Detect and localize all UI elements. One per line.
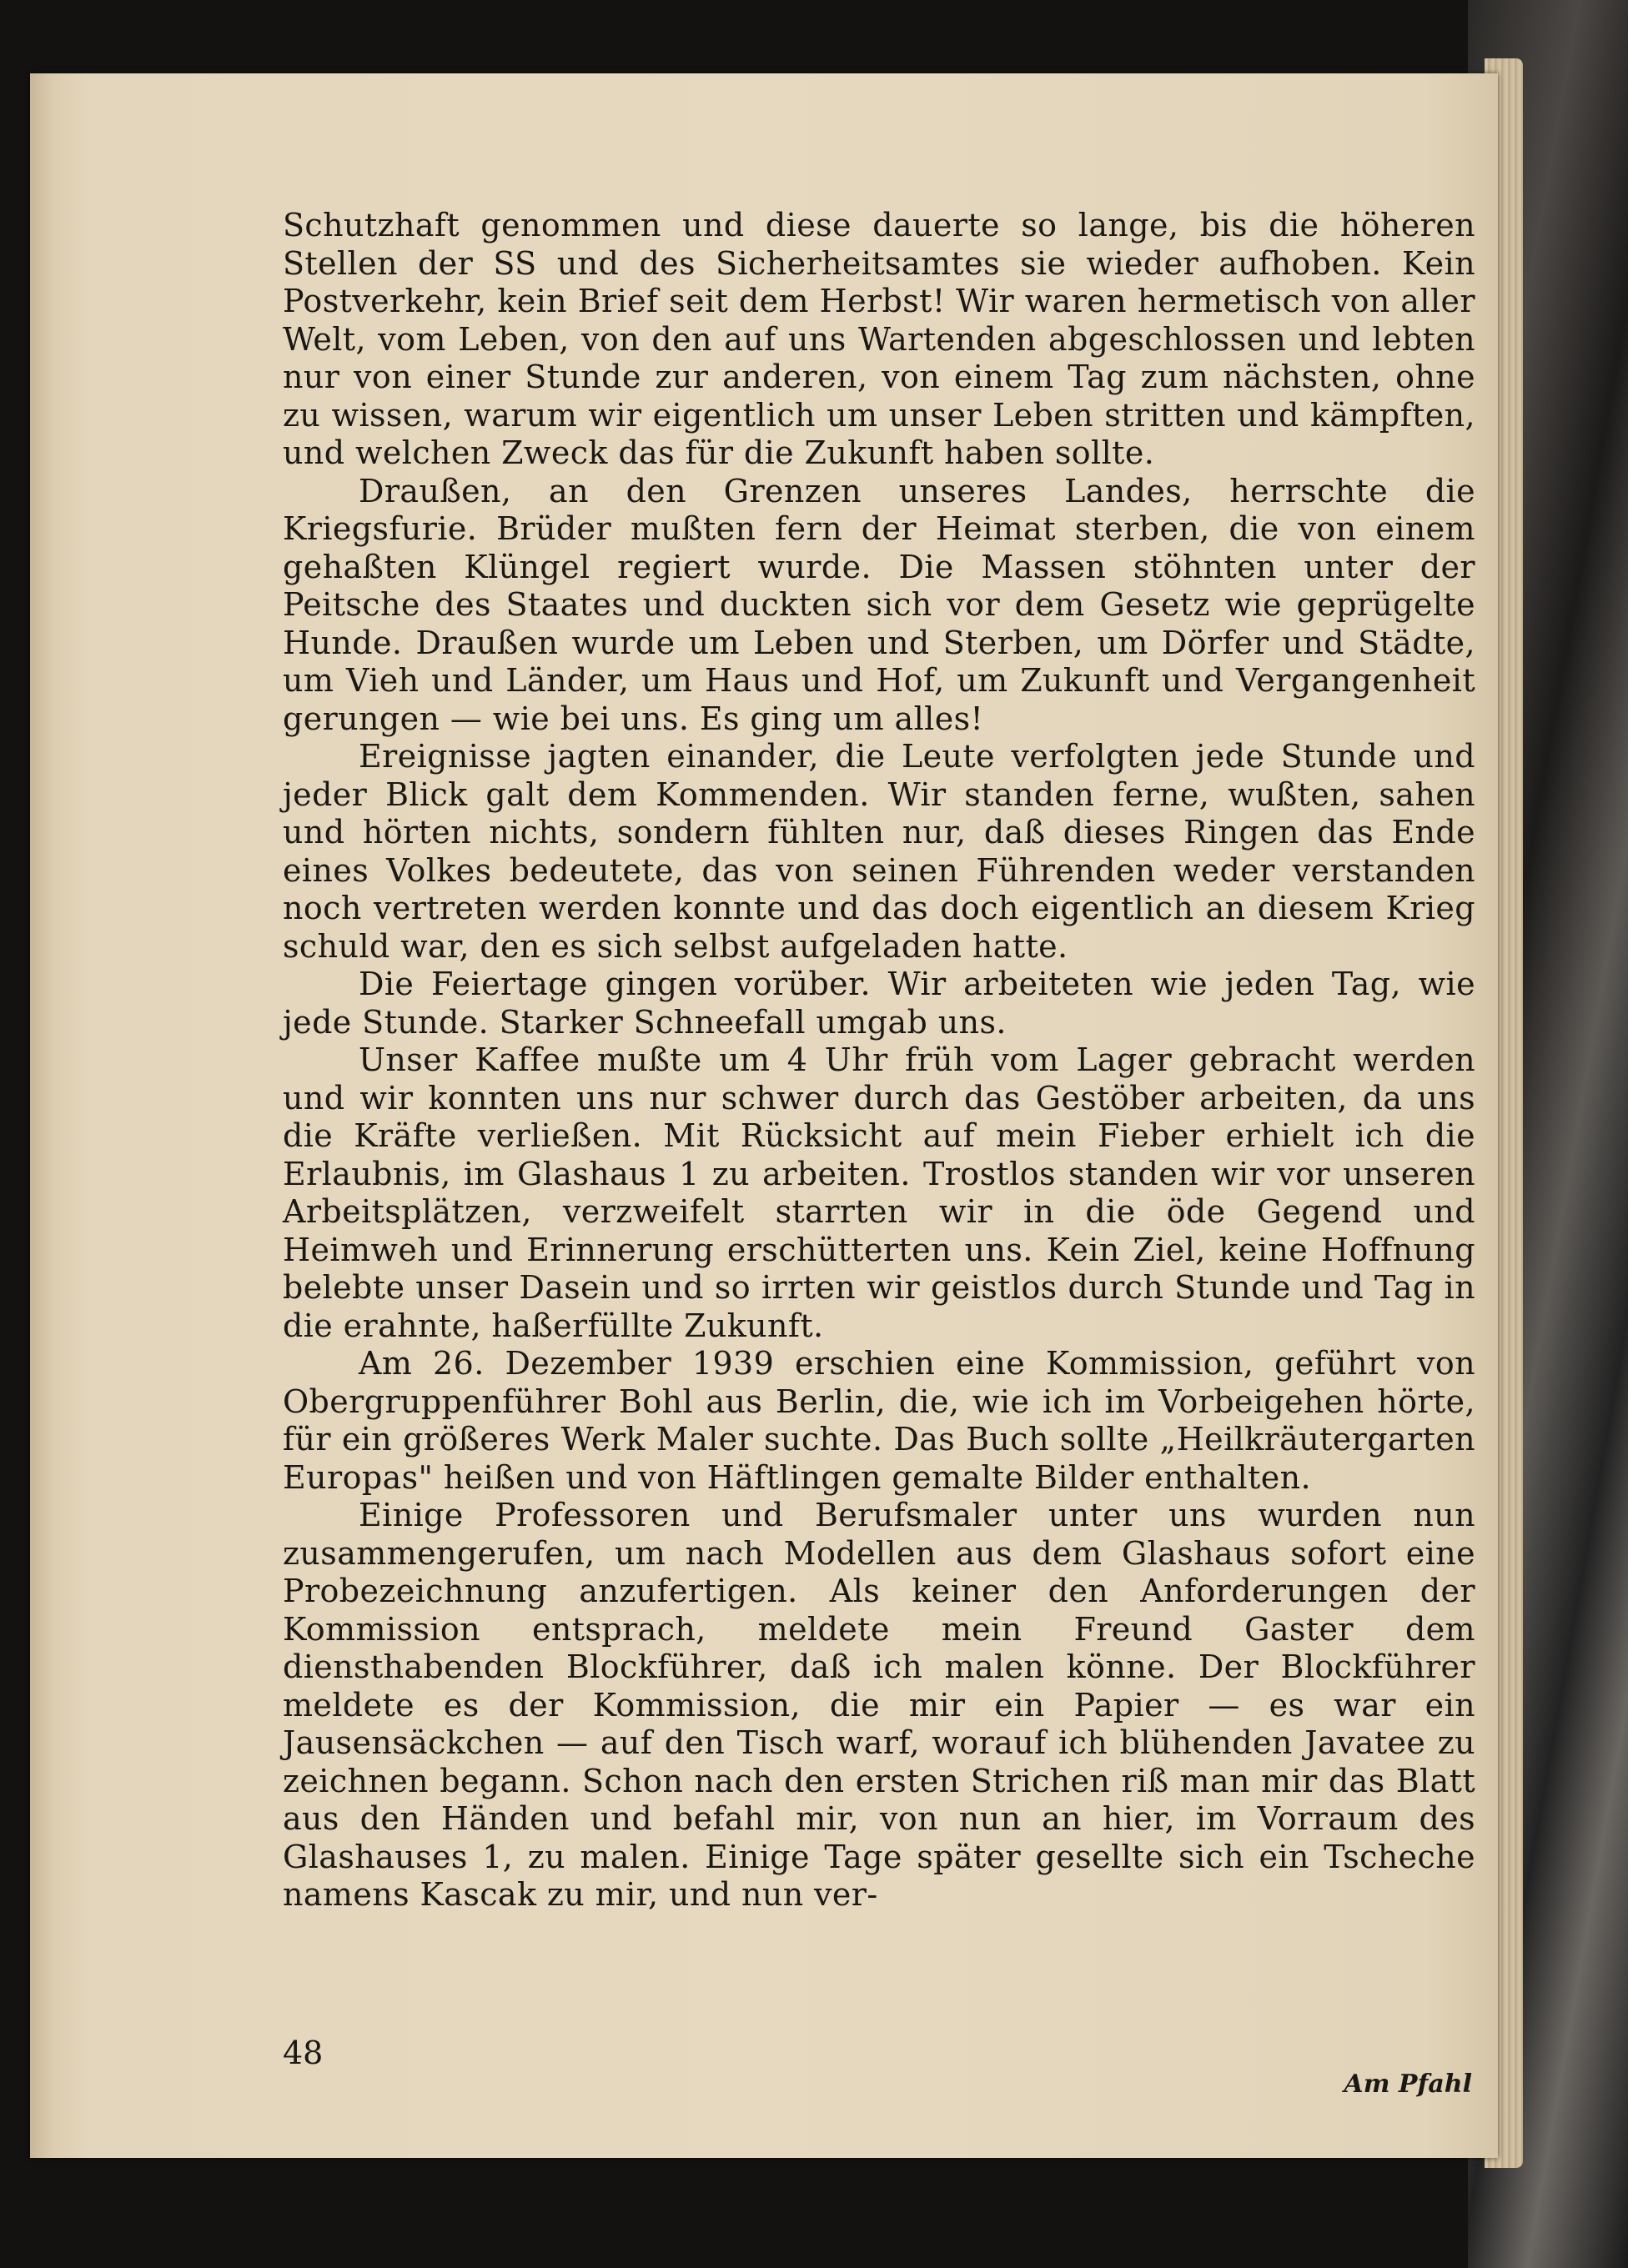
paragraph: Unser Kaffee mußte um 4 Uhr früh vom Lager gebracht werden und wir konnten uns nur schwer durch das Gestöber arbeiten, da uns die Kräfte verließen. Mit Rücksicht auf mein Fieber erhielt ich die Erlaubnis, im Glashaus 1 zu arbeiten. Trostlos standen wir vor unseren Arbeitsplätzen, verzweifelt starrten wir in die öde Gegend und Heimweh und Erinnerung erschütterten uns. Kein Ziel, keine Hoffnung belebte unser Dasein und so irrten wir geistlos durch Stunde und Tag in die erahnte, haßerfüllte Zukunft. — [283, 1041, 1475, 1344]
paragraph: Schutzhaft genommen und diese dauerte so lange, bis die höheren Stellen der SS und des Sicherheitsamtes sie wieder aufhoben. Kein Postverkehr, kein Brief seit dem Herbst! Wir waren hermetisch von aller Welt, vom Leben, von den auf uns Wartenden abgeschlossen und lebten nur von einer Stunde zur anderen, von einem Tag zum nächsten, ohne zu wissen, warum wir eigentlich um unser Leben stritten und kämpften, und welchen Zweck das für die Zukunft haben sollte. — [283, 207, 1475, 471]
paragraph: Einige Professoren und Berufsmaler unter uns wurden nun zusammengerufen, um nach Modellen aus dem Glashaus sofort eine Probezeichnung anzufertigen. Als keiner den Anforderungen der Kommission entsprach, meldete mein Freund Gaster dem diensthabenden Blockführer, daß ich malen könne. Der Blockführer meldete es der Kommission, die mir ein Papier — es war ein Jausensäckchen — auf den Tisch warf, worauf ich blühenden Javatee zu zeichnen begann. Schon nach den ersten Strichen riß man mir das Blatt aus den Händen und befahl mir, von nun an hier, im Vorraum des Glashauses 1, zu malen. Einige Tage später gesellte sich ein Tscheche namens Kascak zu mir, und nun ver- — [283, 1497, 1475, 1913]
paragraph: Ereignisse jagten einander, die Leute verfolgten jede Stunde und jeder Blick galt dem Kommenden. Wir standen ferne, wußten, sahen und hörten nichts, sondern fühlten nur, daß dieses Ringen das Ende eines Volkes bedeutete, das von seinen Führenden weder verstanden noch vertreten werden konnte und das doch eigentlich an diesem Krieg schuld war, den es sich selbst aufgeladen hatte. — [283, 738, 1475, 965]
page-number: 48 — [283, 2035, 324, 2071]
paragraph: Die Feiertage gingen vorüber. Wir arbeiteten wie jeden Tag, wie jede Stunde. Starker Schneefall umgab uns. — [283, 966, 1475, 1041]
body-text — [283, 207, 1475, 1914]
page-binding — [30, 73, 88, 2158]
paragraph: Draußen, an den Grenzen unseres Landes, herrschte die Kriegsfurie. Brüder mußten fern der Heimat sterben, die von einem gehaßten Klüngel regiert wurde. Die Massen stöhnten unter der Peitsche des Staates und duckten sich vor dem Gesetz wie geprügelte Hunde. Draußen wurde um Leben und Sterben, um Dörfer und Städte, um Vieh und Länder, um Haus und Hof, um Zukunft und Vergangenheit gerungen — wie bei uns. Es ging um alles! — [283, 472, 1475, 737]
footer-title: Am Pfahl — [1344, 2070, 1472, 2099]
paragraph: Am 26. Dezember 1939 erschien eine Kommission, geführt von Obergruppenführer Bohl aus Berlin, die, wie ich im Vorbeigehen hörte, für ein größeres Werk Maler suchte. Das Buch sollte „Heilkräutergarten Europas" heißen und von Häftlingen gemalte Bilder enthalten. — [283, 1345, 1475, 1496]
